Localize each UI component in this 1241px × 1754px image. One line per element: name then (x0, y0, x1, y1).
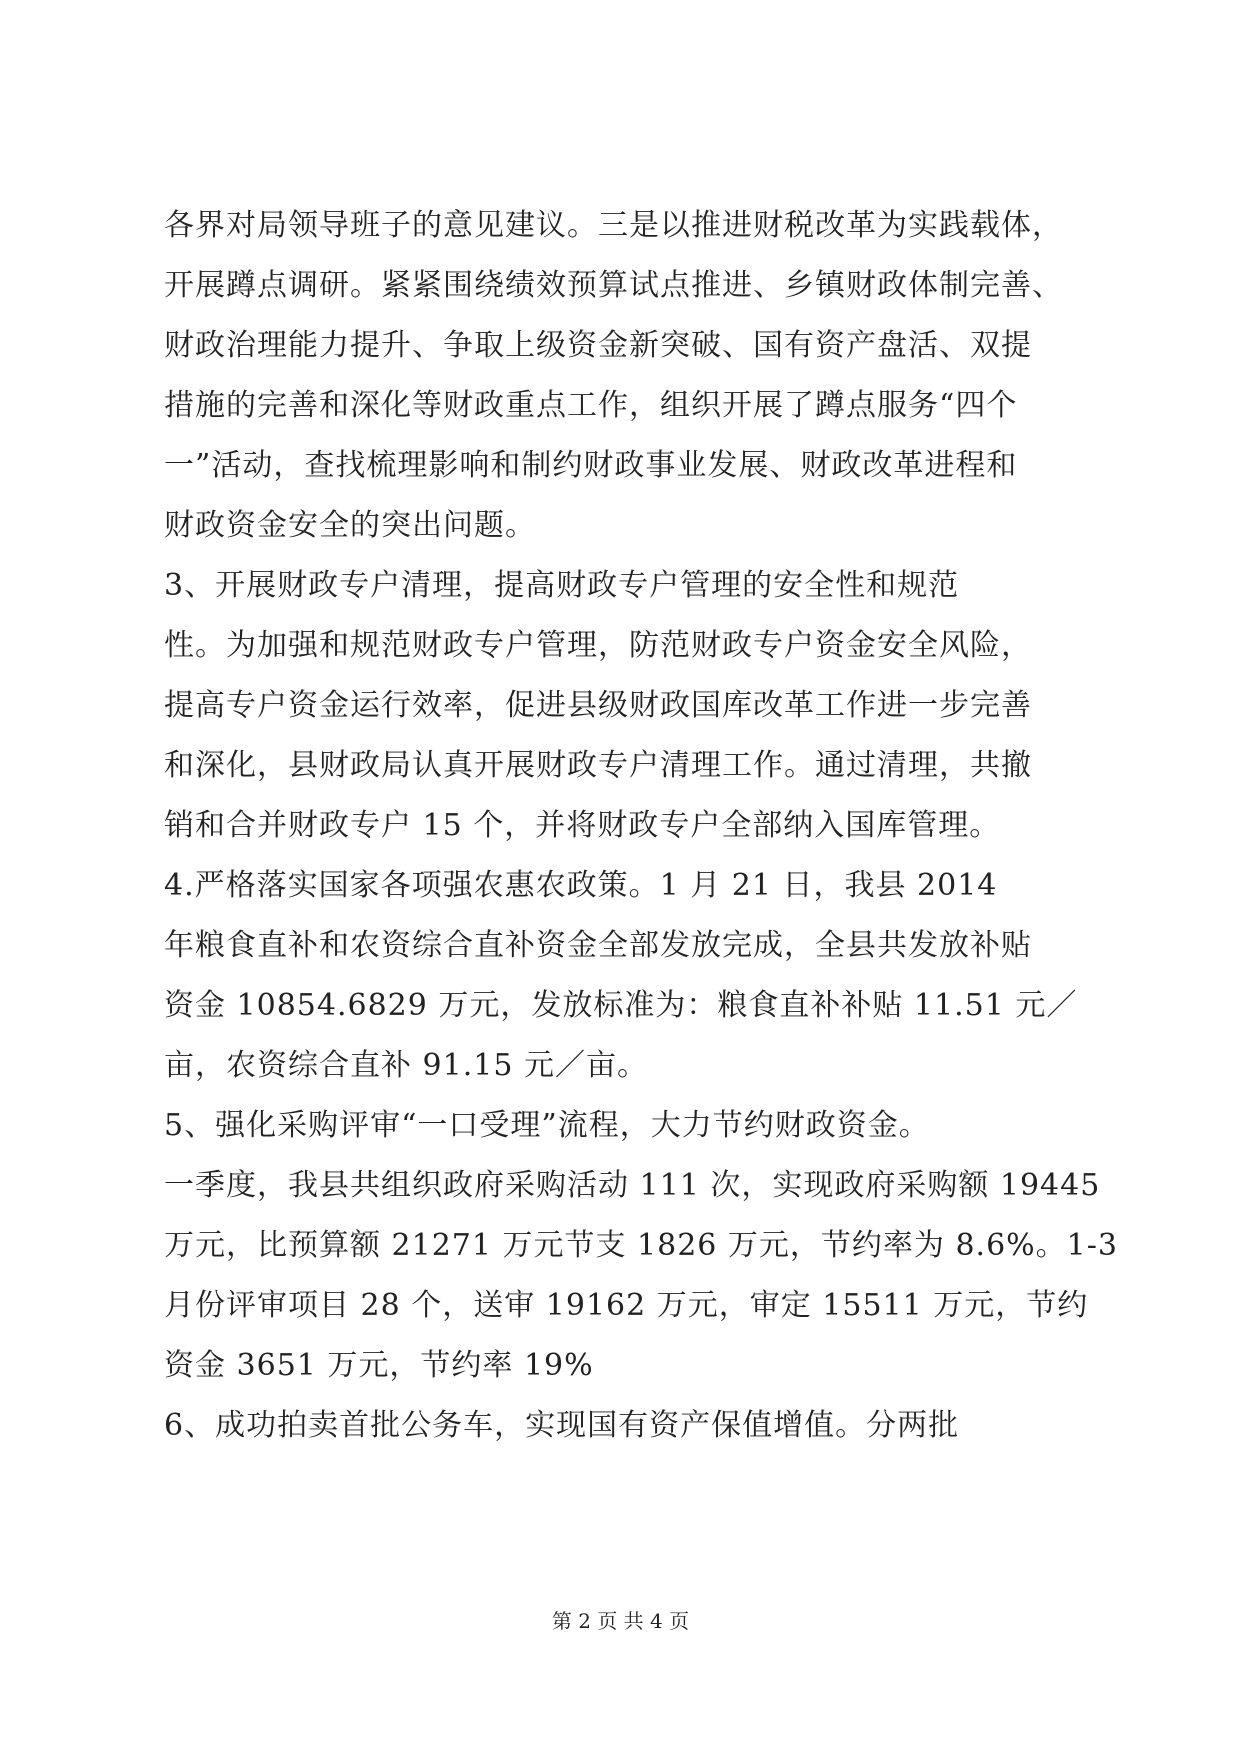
text-line-10: 和深化，县财政局认真开展财政专户清理工作。通过清理，共撤 (164, 748, 1032, 783)
text-line-7: 3、开展财政专户清理，提高财政专户管理的安全性和规范 (164, 568, 960, 603)
text-line-15: 亩，农资综合直补 91.15 元／亩。 (164, 1048, 648, 1083)
text-line-17: 一季度，我县共组织政府采购活动 111 次，实现政府采购额 19445 (164, 1168, 1101, 1203)
text-line-4: 措施的完善和深化等财政重点工作，组织开展了蹲点服务“四个 (164, 388, 1018, 423)
text-line-20: 资金 3651 万元，节约率 19% (164, 1348, 594, 1383)
text-line-13: 年粮食直补和农资综合直补资金全部发放完成，全县共发放补贴 (164, 928, 1032, 963)
text-line-5: 一”活动，查找梳理影响和制约财政事业发展、财政改革进程和 (164, 448, 1018, 483)
text-line-3: 财政治理能力提升、争取上级资金新突破、国有资产盘活、双提 (164, 328, 1032, 363)
page-number-footer: 第 2 页 共 4 页 (551, 1609, 690, 1633)
text-line-16: 5、强化采购评审“一口受理”流程，大力节约财政资金。 (164, 1108, 930, 1143)
text-line-1: 各界对局领导班子的意见建议。三是以推进财税改革为实践载体， (164, 208, 1063, 243)
text-line-19: 月份评审项目 28 个，送审 19162 万元，审定 15511 万元，节约 (164, 1288, 1089, 1323)
text-line-14: 资金 10854.6829 万元，发放标准为：粮食直补补贴 11.51 元／ (164, 988, 1078, 1023)
text-line-12: 4.严格落实国家各项强农惠农政策。1 月 21 日，我县 2014 (164, 868, 998, 903)
text-line-11: 销和合并财政专户 15 个，并将财政专户全部纳入国库管理。 (164, 808, 1001, 843)
text-line-18: 万元，比预算额 21271 万元节支 1826 万元，节约率为 8.6%。1-3 (164, 1228, 1118, 1263)
text-line-21: 6、成功拍卖首批公务车，实现国有资产保值增值。分两批 (164, 1408, 960, 1443)
text-line-6: 财政资金安全的突出问题。 (164, 508, 536, 543)
text-line-8: 性。为加强和规范财政专户管理，防范财政专户资金安全风险， (164, 628, 1032, 663)
text-line-2: 开展蹲点调研。紧紧围绕绩效预算试点推进、乡镇财政体制完善、 (164, 268, 1063, 303)
text-line-9: 提高专户资金运行效率，促进县级财政国库改革工作进一步完善 (164, 688, 1032, 723)
